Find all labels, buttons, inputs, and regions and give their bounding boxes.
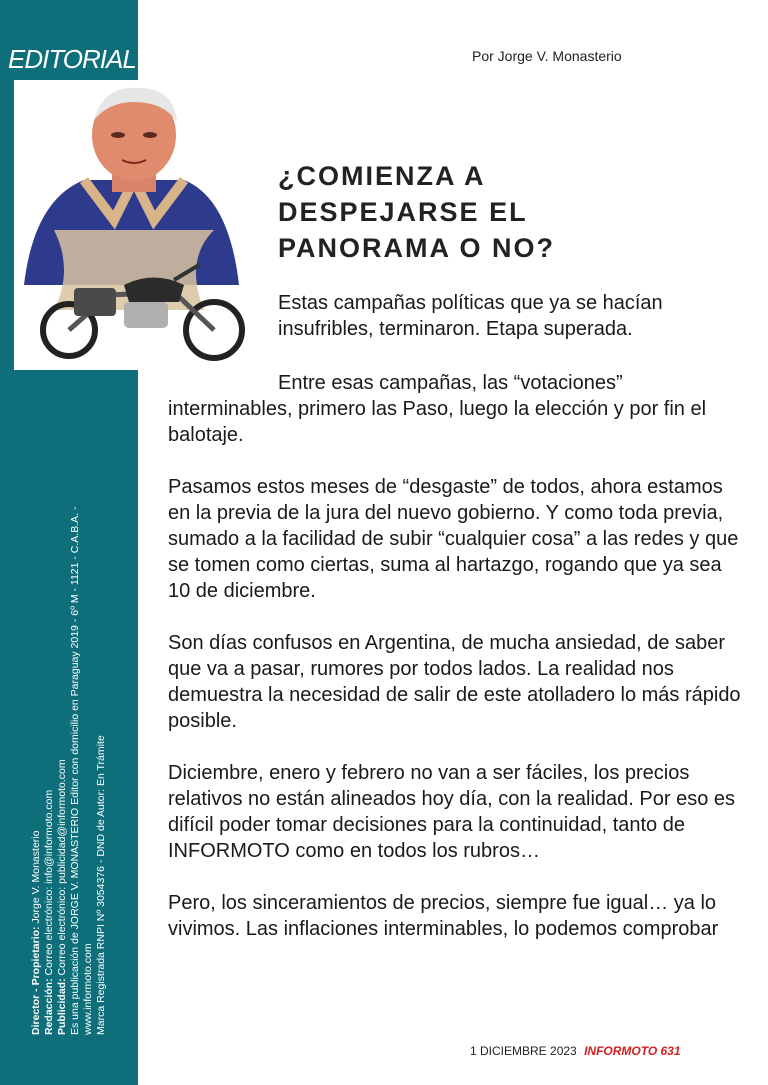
eye-right — [143, 132, 157, 138]
section-label: EDITORIAL — [8, 44, 136, 74]
paragraph: Entre esas campañas, las “votaciones” interminables, primero las Paso, luego la elección y por fin el balotaje. — [168, 372, 707, 446]
credits-registro: Marca Registrada RNPI Nº 3054376 - DND de Autor: En Trámite — [95, 735, 107, 1035]
paragraph: Diciembre, enero y febrero no van a ser fáciles, los precios relativos no están alineados hoy día, con la realidad. Por eso es difícil poder tomar decisiones para la continuidad, tanto de INFORMOTO como en todos los rubros… — [168, 762, 736, 862]
byline: Por Jorge V. Monasterio — [472, 48, 622, 64]
page-footer — [470, 1044, 681, 1058]
paragraph: Son días confusos en Argentina, de mucha ansiedad, de saber que va a pasar, rumores por todos lados. La realidad nos demuestra la necesidad de salir de este atolladero lo más rápido posible. — [168, 632, 741, 732]
article-body — [168, 370, 748, 968]
credits-block — [30, 435, 108, 1035]
credits-redaccion — [43, 435, 56, 1035]
paragraph: Pasamos estos meses de “desgaste” de todos, ahora estamos en la previa de la jura del nuevo gobierno. Y como toda previa, sumado a la facilidad de subir “cualquier cosa” a las redes y que se tomen como ciertas, suma al hartazgo, rogando que ya sea 10 de diciembre. — [168, 476, 739, 602]
lead-paragraph: Estas campañas políticas que ya se hacían insufribles, terminaron. Etapa superada. — [278, 292, 663, 340]
author-portrait-drawing — [14, 80, 264, 370]
side-case — [74, 288, 116, 316]
paragraph: Pero, los sinceramientos de precios, siempre fue igual… ya lo vivimos. Las inflaciones interminables, lo podemos comprobar — [168, 892, 719, 940]
credits-publication: Es una publicación de JORGE V. MONASTERIO Editor con domicilio en Paraguay 2019 - 6º M - 1121 - C.A.B.A. - — [69, 506, 81, 1035]
credits-website: www.informoto.com — [82, 943, 94, 1035]
eye-left — [111, 132, 125, 138]
credits-director-value: Jorge V. Monasterio — [30, 830, 42, 924]
issue-brand: INFORMOTO 631 — [584, 1044, 681, 1058]
credits-publicidad-label: Publicidad: — [56, 978, 68, 1035]
engine-block — [124, 302, 168, 328]
credits-redaccion-label: Redacción: — [43, 978, 55, 1035]
credits-director — [30, 435, 43, 1035]
author-illustration — [14, 80, 264, 370]
credits-redaccion-value: Correo electrónico: info@informoto.com — [43, 789, 55, 976]
credits-publicidad — [56, 435, 69, 1035]
issue-date: 1 DICIEMBRE 2023 — [470, 1044, 577, 1058]
credits-publicidad-value: Correo electrónico: publicidad@informoto.com — [56, 759, 68, 976]
credits-director-label: Director - Propietario: — [30, 926, 42, 1035]
headline: ¿COMIENZA A DESPEJARSE EL PANORAMA O NO? — [278, 161, 555, 263]
